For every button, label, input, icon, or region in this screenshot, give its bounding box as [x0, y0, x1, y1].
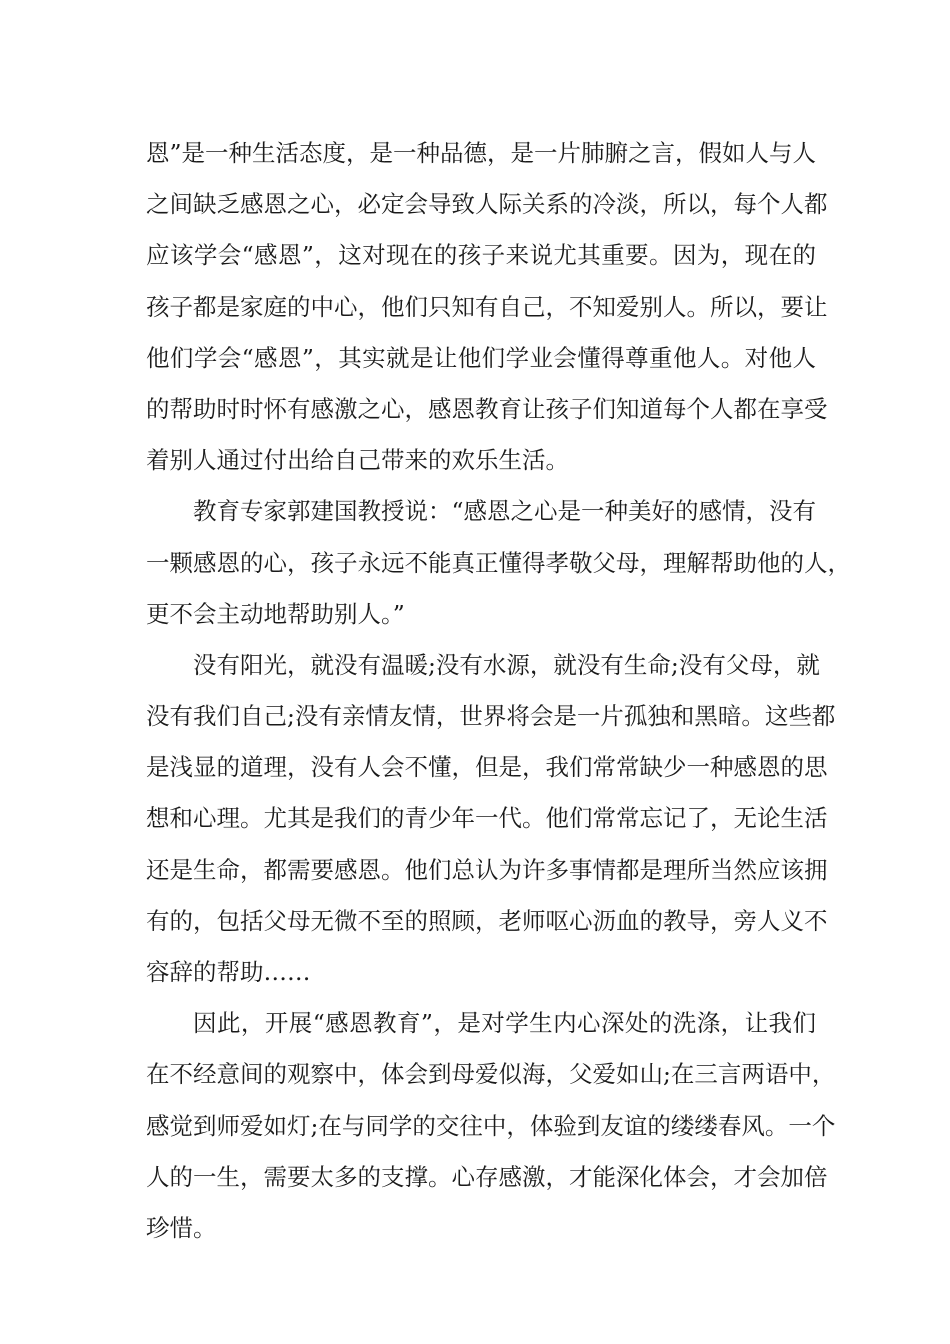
text-line: 在不经意间的观察中，体会到母爱似海，父爱如山;在三言两语中， [146, 1060, 836, 1089]
text-line: 之间缺乏感恩之心，必定会导致人际关系的冷淡，所以，每个人都 [146, 190, 828, 219]
text-line: 还是生命，都需要感恩。他们总认为许多事情都是理所当然应该拥 [146, 855, 828, 884]
text-line: 教育专家郭建国教授说：“感恩之心是一种美好的感情，没有 [193, 497, 817, 526]
text-line: 容辞的帮助…… [146, 958, 311, 986]
text-line: 没有我们自己;没有亲情友情，世界将会是一片孤独和黑暗。这些都 [146, 702, 836, 731]
paragraph-2 [146, 486, 851, 640]
text-line: 一颗感恩的心，孩子永远不能真正懂得孝敬父母，理解帮助他的人， [146, 548, 851, 577]
text-line: 珍惜。 [146, 1213, 217, 1242]
text-line: 孩子都是家庭的中心，他们只知有自己，不知爱别人。所以，要让 [146, 292, 828, 321]
text-line: 没有阳光，就没有温暖;没有水源，就没有生命;没有父母，就 [193, 650, 820, 679]
text-line: 是浅显的道理，没有人会不懂，但是，我们常常缺少一种感恩的思 [146, 753, 828, 782]
text-line: 着别人通过付出给自己带来的欢乐生活。 [146, 446, 569, 475]
text-line: 的帮助时时怀有感激之心，感恩教育让孩子们知道每个人都在享受 [146, 394, 828, 423]
text-line: 因此，开展“感恩教育”，是对学生内心深处的洗涤，让我们 [193, 1009, 816, 1038]
text-line: 人的一生，需要太多的支撑。心存感激，才能深化体会，才会加倍 [146, 1162, 828, 1191]
text-line: 有的，包括父母无微不至的照顾，老师呕心沥血的教导，旁人义不 [146, 906, 828, 935]
text-line: 更不会主动地帮助别人。” [146, 599, 405, 628]
paragraph-4 [146, 998, 836, 1254]
document-body [146, 128, 851, 1254]
paragraph-3 [146, 640, 836, 998]
text-line: 他们学会“感恩”，其实就是让他们学业会懂得尊重他人。对他人 [146, 343, 816, 372]
text-line: 想和心理。尤其是我们的青少年一代。他们常常忘记了，无论生活 [146, 804, 828, 833]
text-line: 应该学会“感恩”，这对现在的孩子来说尤其重要。因为，现在的 [146, 241, 816, 270]
paragraph-1 [146, 128, 828, 486]
text-line: 恩”是一种生活态度，是一种品德，是一片肺腑之言，假如人与人 [146, 139, 817, 167]
text-line: 感觉到师爱如灯;在与同学的交往中，体验到友谊的缕缕春风。一个 [146, 1111, 836, 1140]
